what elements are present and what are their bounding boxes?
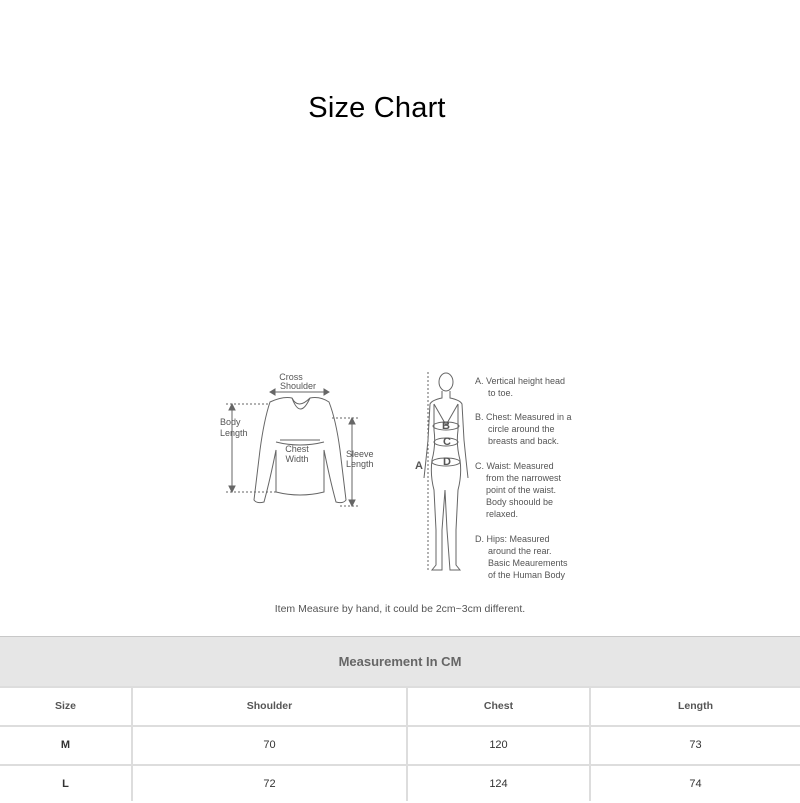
header-chest: Chest bbox=[408, 688, 589, 725]
note-line: Body shoould be bbox=[486, 497, 554, 507]
marker-a: A bbox=[415, 460, 423, 472]
note-line: B. Chest: Measured in a bbox=[475, 412, 572, 422]
header-size: Size bbox=[0, 688, 131, 725]
sleeve-length-label: Length bbox=[346, 459, 374, 469]
cross-shoulder-label: Shoulder bbox=[279, 381, 317, 391]
note-line: around the rear. bbox=[488, 546, 552, 556]
note-line: relaxed. bbox=[486, 509, 519, 519]
header-shoulder: Shoulder bbox=[133, 688, 406, 725]
chest-width-label: Chest bbox=[285, 444, 309, 454]
body-markers bbox=[415, 420, 451, 472]
table-cell-size: L bbox=[0, 766, 131, 803]
table-cell-length: 74 bbox=[591, 766, 800, 803]
table-cell-shoulder: 72 bbox=[133, 766, 406, 803]
note-line: C. Waist: Measured bbox=[475, 461, 554, 471]
note-line: from the narrowest bbox=[486, 473, 562, 483]
note-line: D. Hips: Measured bbox=[475, 534, 550, 544]
body-notes bbox=[475, 376, 572, 580]
body-figure-icon bbox=[424, 372, 468, 570]
body-length-label: Length bbox=[220, 428, 248, 438]
measure-note: Item Measure by hand, it could be 2cm~3cm different. bbox=[274, 603, 526, 615]
note-line: circle around the bbox=[488, 424, 555, 434]
note-line: Basic Meaurements bbox=[488, 558, 568, 568]
note-line: A. Vertical height head bbox=[475, 376, 566, 386]
table-cell-chest: 120 bbox=[408, 727, 589, 764]
table-cell-chest: 124 bbox=[408, 766, 589, 803]
note-line: to toe. bbox=[488, 388, 514, 398]
table-cell-length: 73 bbox=[591, 727, 800, 764]
cross-shoulder-label: Cross bbox=[279, 372, 303, 382]
sleeve-length-label: Sleeve bbox=[346, 449, 374, 459]
note-line: breasts and back. bbox=[488, 436, 560, 446]
marker-b: B bbox=[442, 420, 450, 432]
marker-d: D bbox=[443, 456, 451, 468]
note-line: point of the waist. bbox=[486, 485, 557, 495]
note-line: of the Human Body bbox=[488, 570, 566, 580]
table-caption: Measurement In CM bbox=[0, 637, 800, 686]
size-table bbox=[0, 636, 800, 801]
body-length-label: Body bbox=[220, 417, 241, 427]
header-length: Length bbox=[591, 688, 800, 725]
table-cell-size: M bbox=[0, 727, 131, 764]
marker-c: C bbox=[443, 436, 451, 448]
chest-width-label: Width bbox=[285, 454, 309, 464]
table-cell-shoulder: 70 bbox=[133, 727, 406, 764]
page-title: Size Chart bbox=[308, 92, 446, 124]
